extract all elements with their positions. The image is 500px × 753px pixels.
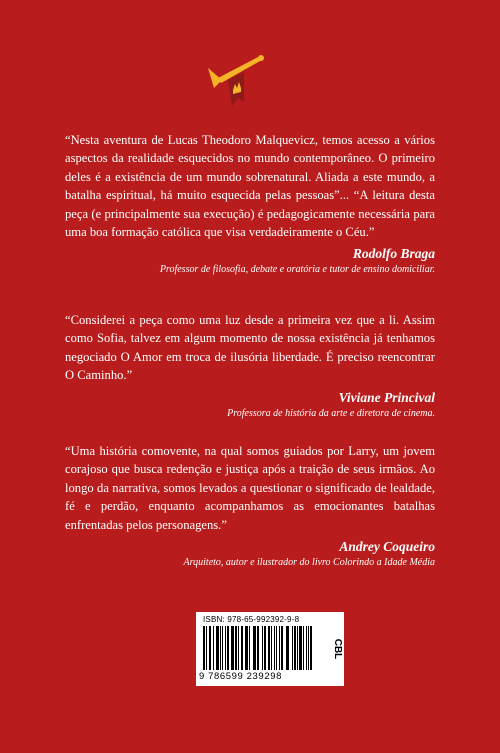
barcode-bar: [297, 626, 298, 670]
barcode-bar: [235, 626, 237, 670]
barcode-bar: [308, 626, 309, 670]
testimonial-quote: “Nesta aventura de Lucas Theodoro Malquevicz, temos acesso a vários aspectos da realidade esquecidos no mundo contemporâneo. O primeiro deles é a existência de um mundo sobrenatural. Aliada a este mundo, a batalha espiritual, há muito esquecida pelas pessoas”... “A leitura desta peça (e principalmente sua execução) é pedagogicamente necessária para uma boa formação católica que visa verdadeiramente o Céu.”: [65, 133, 435, 240]
barcode-bar: [206, 626, 207, 670]
barcode-bar: [227, 626, 229, 670]
testimonial-role: Professora de história da arte e diretora de cinema.: [227, 407, 435, 419]
isbn-label: ISBN: 978-65-992392-9-8: [203, 615, 300, 624]
barcode-bar: [257, 626, 259, 670]
barcode-box: [196, 612, 344, 686]
barcode-bar: [209, 626, 211, 670]
barcode-bar: [203, 626, 205, 670]
barcode-bar: [292, 626, 293, 670]
barcode-bar: [294, 626, 296, 670]
barcode-bar: [253, 626, 256, 670]
barcode-bar: [281, 626, 283, 670]
barcode-bar: [213, 626, 214, 670]
barcode-bar: [276, 626, 277, 670]
barcode-bar: [262, 626, 263, 670]
testimonial-author: Andrey Coqueiro: [339, 539, 435, 555]
testimonial-author: Rodolfo Braga: [352, 246, 435, 262]
testimonial-quote: “Uma história comovente, na qual somos guiados por Larry, um jovem corajoso que busca redenção e justiça após a traição de seus irmãos. Ao longo da narrativa, somos levados a questionar o significado de lealdade, fé e perdão, enquanto acompanhamos as emocionantes batalhas enfrentadas pelos personagens.”: [65, 444, 435, 532]
barcode-bar: [245, 626, 248, 670]
barcode-bar: [238, 626, 239, 670]
publisher-mark-text: CBL: [332, 638, 343, 660]
barcode-bar: [249, 626, 250, 670]
barcode-bars: [203, 626, 317, 670]
barcode-bar: [222, 626, 223, 670]
barcode-bar: [216, 626, 219, 670]
barcode-bar: [286, 626, 289, 670]
barcode-bar: [306, 626, 307, 670]
trumpet-banner-icon: [200, 50, 270, 112]
barcode-bar: [271, 626, 272, 670]
testimonial-role: Professor de filosofia, debate e oratória e tutor de ensino domiciliar.: [159, 264, 435, 276]
barcode-bar: [299, 626, 302, 670]
barcode-bar: [279, 626, 280, 670]
testimonial-quote: “Considerei a peça como uma luz desde a primeira vez que a li. Assim como Sofia, talvez em algum momento de nossa existência já tenhamos negociado O Amor em troca de ilusória liberdade. É preciso reencontrar O Caminho.”: [65, 313, 435, 383]
testimonial-role: Arquiteto, autor e ilustrador do livro Colorindo a Idade Média: [183, 557, 435, 569]
barcode-bar: [241, 626, 243, 670]
testimonial-1: [65, 131, 435, 276]
barcode-bar: [310, 626, 312, 670]
barcode-bar: [231, 626, 234, 670]
testimonial-author: Viviane Princival: [338, 389, 435, 405]
barcode-bar: [264, 626, 266, 670]
barcode-bar: [220, 626, 221, 670]
barcode-bar: [225, 626, 226, 670]
barcode-bar: [274, 626, 275, 670]
testimonial-3: [65, 442, 435, 569]
publisher-mark: [320, 634, 343, 664]
barcode-digits: 9 786599 239298: [199, 671, 282, 682]
barcode-bar: [303, 626, 304, 670]
testimonial-2: [65, 311, 435, 420]
barcode-bar: [268, 626, 270, 670]
